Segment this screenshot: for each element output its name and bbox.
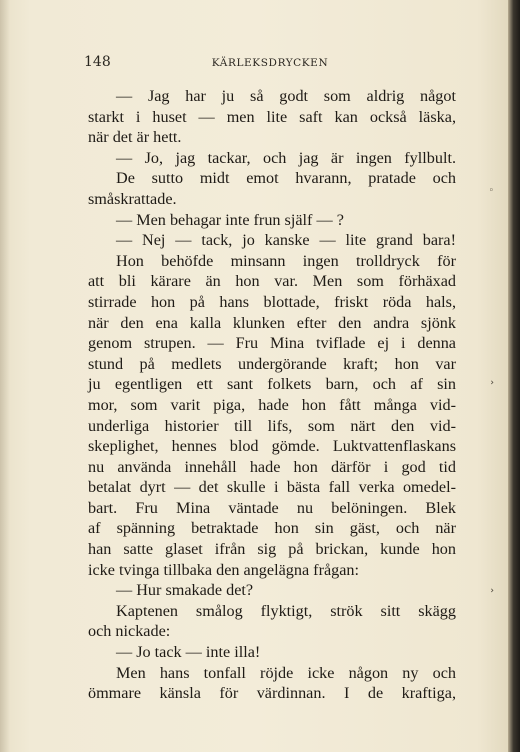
text-line: starkt i huset — men lite saft kan också läska, xyxy=(88,107,456,126)
text-line: nu använda innehåll hade hon därför i god tid xyxy=(88,457,456,476)
page-header xyxy=(84,52,456,74)
text-line: Hon behöfde minsann ingen trolldryck för xyxy=(116,251,456,270)
text-line: Men hans tonfall röjde icke någon ny och xyxy=(116,663,456,682)
text-line: ju egentligen ett sant folkets barn, och af sin xyxy=(88,375,456,394)
text-line: — Men behagar inte frun själf — ? xyxy=(116,210,344,229)
text-line: De sutto midt emot hvarann, pratade och xyxy=(116,169,456,188)
margin-mark: › xyxy=(490,378,494,388)
running-title: KÄRLEKSDRYCKEN xyxy=(211,57,329,69)
text-line: ömmare känsla för värdinnan. I de kraftiga, xyxy=(88,684,456,703)
text-line: han satte glaset ifrån sig på brickan, kunde hon xyxy=(88,540,456,559)
text-line: af spänning betraktade hon sin gäst, och när xyxy=(88,519,456,538)
text-line: småskrattade. xyxy=(88,189,177,208)
text-line: underliga historier till lifs, som närt den vid- xyxy=(88,416,456,435)
body-text xyxy=(88,86,456,704)
text-line: stirrade hon på hans blottade, friskt röda hals, xyxy=(88,292,456,311)
text-line: — Jag har ju så godt som aldrig något xyxy=(116,87,456,105)
text-line: — Jo tack — inte illa! xyxy=(116,643,261,662)
text-line: och nickade: xyxy=(88,622,171,641)
text-line: — Hur smakade det? xyxy=(116,581,254,600)
text-line: genom strupen. — Fru Mina tviflade ej i denna xyxy=(88,334,456,353)
margin-mark: ◦ xyxy=(488,186,494,196)
book-edge xyxy=(508,0,520,752)
text-line: betalat dyrt — det skulle i bästa fall verka omedel- xyxy=(88,478,456,497)
text-line: Kaptenen smålog flyktigt, strök sitt skägg xyxy=(116,601,456,620)
text-line: skeplighet, hennes blod gömde. Luktvattenflaskans xyxy=(88,437,456,456)
text-line: när den ena kalla klunken efter den andra sjönk xyxy=(88,313,456,332)
text-line: att bli kärare än hon var. Men som förhäxad xyxy=(88,272,456,291)
page-number: 148 xyxy=(84,54,111,70)
text-line: — Jo, jag tackar, och jag är ingen fyllbult. xyxy=(116,148,456,167)
text-line: icke tvinga tillbaka den angelägna frågan: xyxy=(88,560,360,579)
margin-mark: › xyxy=(490,586,494,596)
text-line: mor, som varit piga, hade hon fått många vid- xyxy=(88,395,456,414)
text-line: stund på medlets undergörande kraft; hon var xyxy=(88,354,456,373)
page-gutter-shadow xyxy=(0,0,10,752)
text-line: bart. Fru Mina väntade nu belöningen. Blek xyxy=(88,498,456,517)
text-line: när det är hett. xyxy=(88,128,182,147)
text-line: — Nej — tack, jo kanske — lite grand bara! xyxy=(116,231,456,250)
